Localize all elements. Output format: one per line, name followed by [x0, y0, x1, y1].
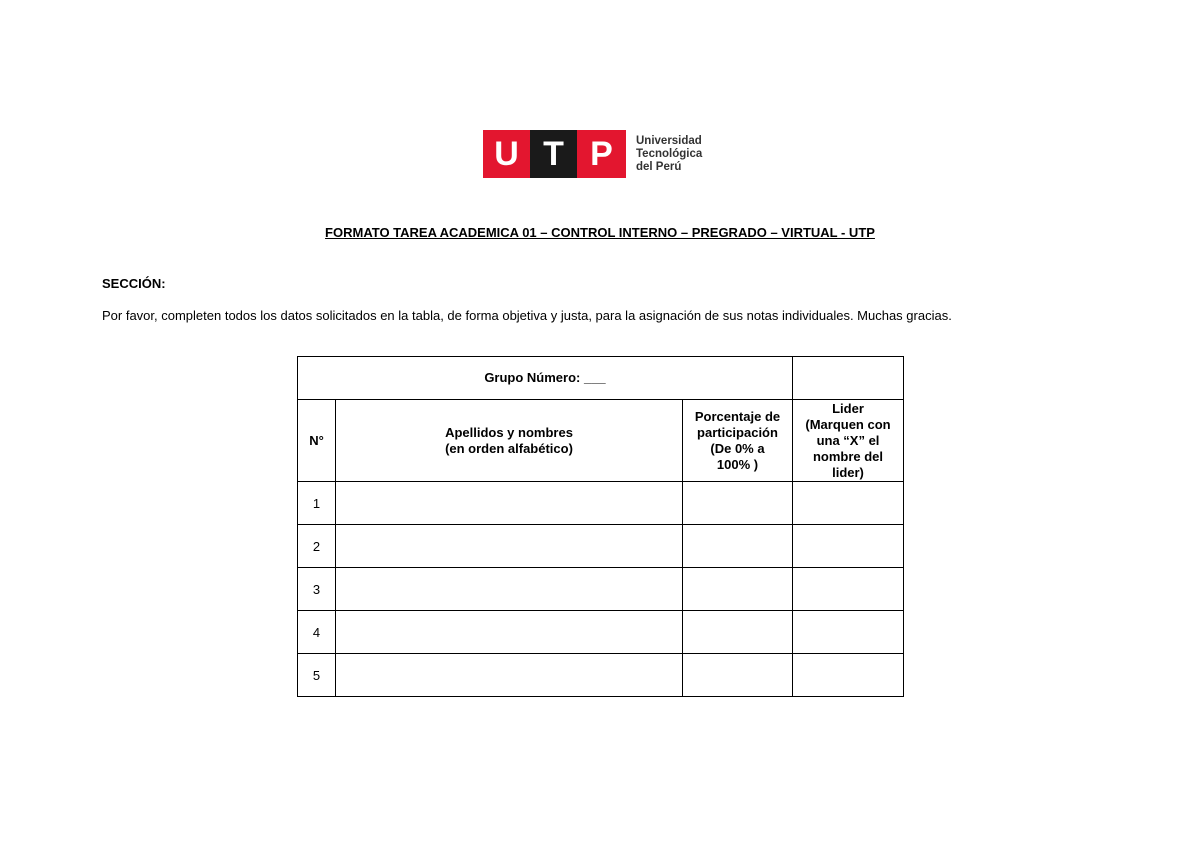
leader-cell[interactable]: [793, 482, 904, 525]
group-number-empty-cell[interactable]: [793, 357, 904, 400]
name-cell[interactable]: [336, 611, 683, 654]
logo-line-2: Tecnológica: [636, 147, 703, 160]
row-number: 5: [298, 654, 336, 697]
logo-line-3: del Perú: [636, 160, 682, 173]
group-number-label: Grupo Número: ___: [298, 357, 793, 400]
leader-cell[interactable]: [793, 611, 904, 654]
logo-letter-t: T: [530, 130, 577, 178]
name-cell[interactable]: [336, 568, 683, 611]
header-names-line-2: (en orden alfabético): [445, 440, 573, 456]
leader-cell[interactable]: [793, 568, 904, 611]
percent-cell[interactable]: [683, 654, 793, 697]
utp-logo: [483, 130, 702, 178]
header-leader-line-2: (Marquen con: [805, 416, 891, 432]
table-row: [298, 525, 904, 568]
header-number: N°: [298, 400, 336, 482]
percent-cell[interactable]: [683, 568, 793, 611]
name-cell[interactable]: [336, 482, 683, 525]
row-number: 2: [298, 525, 336, 568]
group-number-row: [298, 357, 904, 400]
header-percent-line-1: Porcentaje de: [694, 408, 781, 424]
leader-cell[interactable]: [793, 525, 904, 568]
name-cell[interactable]: [336, 654, 683, 697]
row-number: 1: [298, 482, 336, 525]
logo-wordmark: [636, 135, 702, 174]
instructions-text: Por favor, completen todos los datos solicitados en la tabla, de forma objetiva y justa, para la asignación de sus notas individuales. Muchas gracias.: [102, 308, 952, 323]
section-label: SECCIÓN:: [102, 276, 166, 291]
percent-cell[interactable]: [683, 611, 793, 654]
header-percent-line-3: (De 0% a: [710, 440, 765, 456]
logo-line-1: Universidad: [636, 134, 702, 147]
table-row: [298, 568, 904, 611]
header-percent: [683, 400, 793, 482]
name-cell[interactable]: [336, 525, 683, 568]
row-number: 4: [298, 611, 336, 654]
header-leader-line-3: una “X” el: [816, 432, 880, 448]
group-table: [297, 356, 904, 697]
percent-cell[interactable]: [683, 525, 793, 568]
table-row: [298, 611, 904, 654]
header-leader-line-4: nombre del: [812, 448, 884, 464]
logo-letter-p: P: [577, 130, 626, 178]
header-leader-line-5: lider): [832, 464, 864, 480]
header-names: [336, 400, 683, 482]
header-percent-line-4: 100% ): [716, 456, 759, 472]
table-header-row: [298, 400, 904, 482]
logo-letter-u: U: [483, 130, 530, 178]
header-leader: [793, 400, 904, 482]
leader-cell[interactable]: [793, 654, 904, 697]
header-percent-line-2: participación: [697, 424, 778, 440]
document-title: FORMATO TAREA ACADEMICA 01 – CONTROL INTERNO – PREGRADO – VIRTUAL - UTP: [325, 225, 875, 240]
table-row: [298, 654, 904, 697]
table-row: [298, 482, 904, 525]
row-number: 3: [298, 568, 336, 611]
header-names-line-1: Apellidos y nombres: [445, 424, 573, 440]
percent-cell[interactable]: [683, 482, 793, 525]
header-leader-line-1: Lider: [832, 400, 864, 416]
